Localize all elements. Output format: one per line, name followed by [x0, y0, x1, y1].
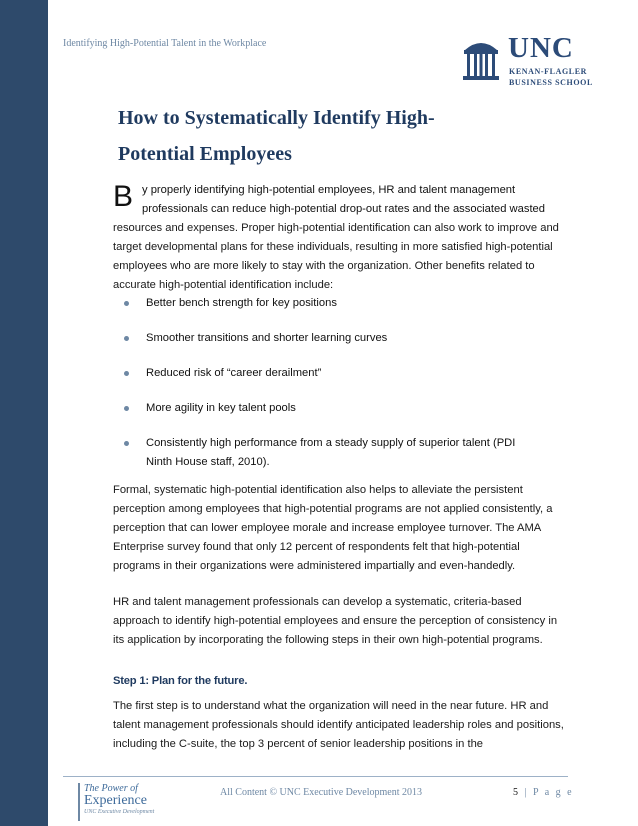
logo-wordmark: UNC — [508, 32, 574, 64]
bullet-icon — [124, 441, 129, 446]
footer-logo-line-2: Experience — [84, 793, 147, 808]
list-item: More agility in key talent pools — [124, 399, 564, 418]
footer-logo-line-3: UNC Executive Development — [84, 809, 155, 815]
page-label: | P a g e — [524, 787, 574, 798]
list-item: Smoother transitions and shorter learning curves — [124, 329, 564, 348]
list-item: Reduced risk of “career derailment” — [124, 364, 564, 383]
bullet-icon — [124, 301, 129, 306]
section-heading — [118, 100, 538, 172]
page-number — [513, 787, 574, 798]
power-of-experience-logo — [78, 783, 164, 821]
paragraph-step-1: The first step is to understand what the organization will need in the near future. HR and talent management professionals should identify anticipated leadership roles and positions, including the C-suite, the top 3 percent of senior leadership positions in the — [113, 700, 564, 750]
page-number-value: 5 — [513, 787, 520, 798]
copyright-text: All Content © UNC Executive Development 2013 — [220, 787, 423, 798]
heading-line-1: How to Systematically Identify High- — [118, 107, 435, 129]
list-item: Consistently high performance from a steady supply of superior talent (PDI Ninth House staff, 2010). — [124, 434, 541, 472]
list-item: Better bench strength for key positions — [124, 294, 564, 313]
benefits-list — [124, 294, 564, 488]
intro-line-2: professionals can reduce high-potential drop-out rates and the associated wasted — [142, 203, 546, 215]
paragraph-formal: Formal, systematic high-potential identification also helps to alleviate the persistent perception among employees that high-potential programs are not applied consistently, a perception that can lower employee morale and increase employee turnover. The AMA Enterprise survey found that only 12 percent of respondents felt that high-potential programs in their organizations were administered impartially and even-handedly. — [113, 484, 553, 572]
unc-kenan-flagler-logo — [461, 34, 611, 92]
heading-line-2: Potential Employees — [118, 143, 292, 165]
footer-divider — [63, 776, 568, 777]
running-header: Identifying High-Potential Talent in the Workplace — [63, 38, 267, 49]
old-well-icon — [461, 36, 501, 84]
paragraph-systematic: HR and talent management professionals can develop a systematic, criteria-based approach to identify high-potential employees and ensure the perception of consistency in its application by incorporating the following steps in their own high-potential programs. — [113, 596, 558, 646]
logo-subtitle-2: BUSINESS SCHOOL — [509, 78, 593, 87]
step-1-heading: Step 1: Plan for the future. — [113, 675, 248, 687]
drop-cap: B — [113, 180, 134, 213]
intro-line-1: y properly identifying high-potential employees, HR and talent management — [142, 184, 516, 196]
footer-logo-line-1: The Power of — [84, 783, 138, 794]
logo-subtitle-1: KENAN-FLAGLER — [509, 67, 588, 76]
bullet-icon — [124, 371, 129, 376]
intro-paragraph-rest: resources and expenses. Proper high-potential identification can also work to improve and target developmental plans for these individuals, resulting in more satisfied high-potential employees who are more likely to stay with the organization. Other benefits related to accurate high-potential identification include: — [113, 222, 559, 291]
bullet-icon — [124, 336, 129, 341]
bullet-icon — [124, 406, 129, 411]
left-sidebar-bar — [0, 0, 48, 826]
